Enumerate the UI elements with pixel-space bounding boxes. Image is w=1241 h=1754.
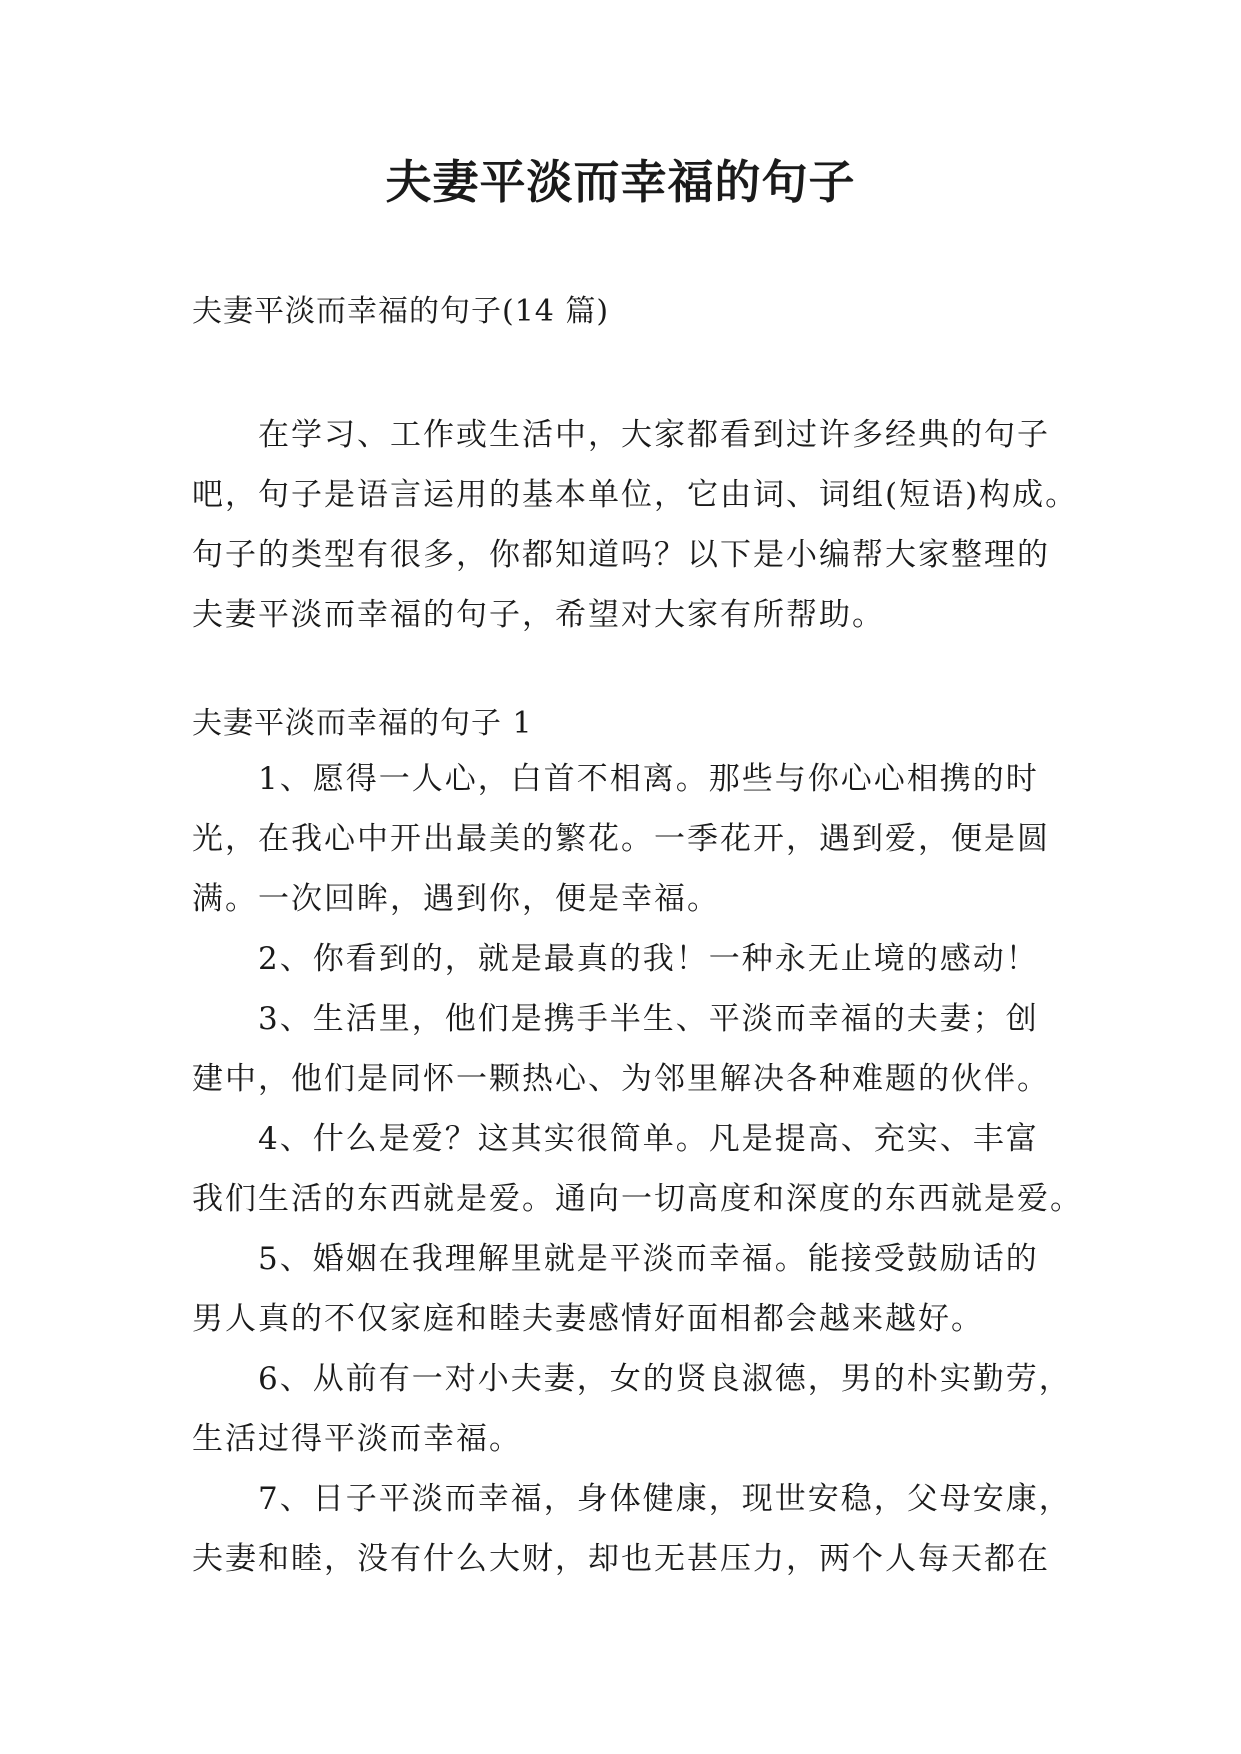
document-subtitle: 夫妻平淡而幸福的句子(14 篇) (192, 294, 610, 329)
intro-line: 在学习、工作或生活中，大家都看到过许多经典的句子 (258, 417, 1050, 453)
list-item-line: 生活过得平淡而幸福。 (192, 1421, 522, 1457)
sentence-list (192, 749, 1083, 1589)
list-item-line: 7、日子平淡而幸福，身体健康，现世安稳，父母安康， (258, 1481, 1072, 1517)
intro-line: 吧，句子是语言运用的基本单位，它由词、词组(短语)构成。 (192, 477, 1079, 513)
list-item-line: 5、婚姻在我理解里就是平淡而幸福。能接受鼓励话的 (258, 1241, 1039, 1277)
list-item-line: 6、从前有一对小夫妻，女的贤良淑德，男的朴实勤劳， (258, 1361, 1072, 1397)
intro-line: 夫妻平淡而幸福的句子，希望对大家有所帮助。 (192, 597, 885, 633)
list-item-line: 光，在我心中开出最美的繁花。一季花开，遇到爱，便是圆 (192, 821, 1050, 857)
list-item-line: 3、生活里，他们是携手半生、平淡而幸福的夫妻；创 (258, 1001, 1039, 1037)
section-heading: 夫妻平淡而幸福的句子 1 (192, 706, 533, 741)
intro-line: 句子的类型有很多，你都知道吗？以下是小编帮大家整理的 (192, 537, 1050, 573)
intro-paragraph (192, 405, 1079, 645)
list-item-line: 满。一次回眸，遇到你，便是幸福。 (192, 881, 720, 917)
list-item-line: 4、什么是爱？这其实很简单。凡是提高、充实、丰富 (258, 1121, 1039, 1157)
list-item-line: 夫妻和睦，没有什么大财，却也无甚压力，两个人每天都在 (192, 1541, 1050, 1577)
list-item-line: 2、你看到的，就是最真的我！一种永无止境的感动！ (258, 941, 1039, 977)
list-item-line: 男人真的不仅家庭和睦夫妻感情好面相都会越来越好。 (192, 1301, 984, 1337)
list-item-line: 1、愿得一人心，白首不相离。那些与你心心相携的时 (258, 761, 1039, 797)
list-item-line: 我们生活的东西就是爱。通向一切高度和深度的东西就是爱。 (192, 1181, 1083, 1217)
list-item-line: 建中，他们是同怀一颗热心、为邻里解决各种难题的伙伴。 (192, 1061, 1050, 1097)
document-title: 夫妻平淡而幸福的句子 (385, 155, 856, 209)
